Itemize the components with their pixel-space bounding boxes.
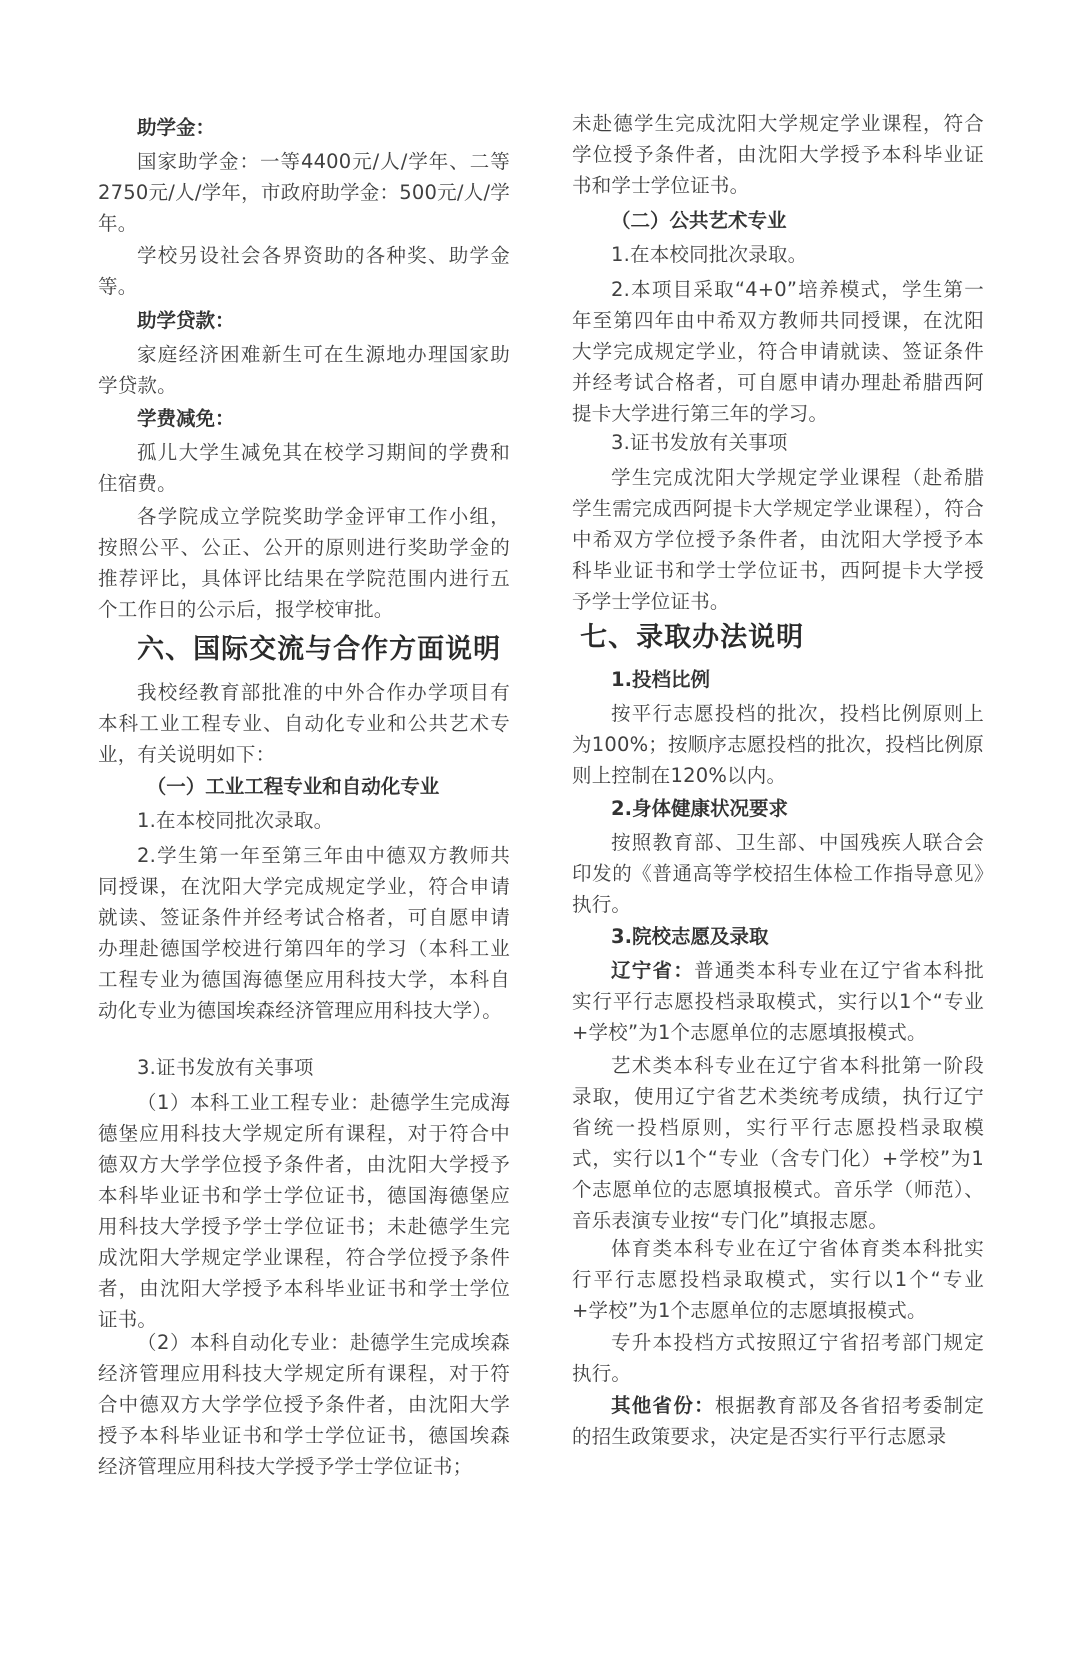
sports-paragraph: 体育类本科专业在辽宁省体育类本科批实行平行志愿投档录取模式，实行以1个“专业+学校”为1个志愿单位的志愿填报模式。 (572, 1237, 984, 1322)
grant-other-paragraph: 学校另设社会各界资助的各种奖、助学金等。 (98, 244, 510, 298)
subsection-1-item-3: 3.证书发放有关事项 (137, 1056, 314, 1079)
art-paragraph: 艺术类本科专业在辽宁省本科批第一阶段录取，使用辽宁省艺术类统考成绩，执行辽宁省统一投档原则，实行平行志愿投档录取模式，实行以1个“专业（含专门化）+学校”为1个志愿单位的志愿填报模式。音乐学（师范）、音乐表演专业按“专门化”填报志愿。 (572, 1054, 984, 1232)
admission-ratio-paragraph: 按平行志愿投档的批次，投档比例原则上为100%；按顺序志愿投档的批次，投档比例原则上控制在120%以内。 (572, 702, 984, 787)
admission-ratio-title: 1.投档比例 (611, 668, 710, 691)
volunteer-admission-title: 3.院校志愿及录取 (611, 925, 769, 948)
grant-heading: 助学金： (137, 116, 216, 139)
section-6-title: 六、国际交流与合作方面说明 (137, 634, 502, 665)
upgrade-paragraph: 专升本投档方式按照辽宁省招考部门规定执行。 (572, 1331, 984, 1385)
section-7-title: 七、录取办法说明 (580, 622, 805, 653)
health-requirement-title: 2.身体健康状况要求 (611, 797, 788, 820)
subsection-1-cert-1: （1）本科工业工程专业：赴德学生完成海德堡应用科技大学规定所有课程，对于符合中德双方大学学位授予条件者，由沈阳大学授予本科毕业证书和学士学位证书，德国海德堡应用科技大学授予学士学位证书；未赴德学生完成沈阳大学规定学业课程，符合学位授予条件者，由沈阳大学授予本科毕业证书和学士学位证书。 (98, 1091, 510, 1331)
subsection-1-cert-2: （2）本科自动化专业：赴德学生完成埃森经济管理应用科技大学规定所有课程，对于符合中德双方大学学位授予条件者，由沈阳大学授予本科毕业证书和学士学位证书，德国埃森经济管理应用科技大学授予学士学位证书； (98, 1331, 510, 1478)
loan-paragraph: 家庭经济困难新生可在生源地办理国家助学贷款。 (98, 343, 510, 397)
grant-paragraph: 国家助学金：一等4400元/人/学年、二等2750元/人/学年，市政府助学金：500元/人/学年。 (98, 150, 510, 235)
subsection-2-item-2: 2.本项目采取“4+0”培养模式，学生第一年至第四年由中希双方教师共同授课，在沈阳大学完成规定学业，符合申请就读、签证条件并经考试合格者，可自愿申请办理赴希腊西阿提卡大学进行第三年的学习。 (572, 278, 984, 425)
subsection-2-item-3: 3.证书发放有关事项 (611, 431, 788, 454)
subsection-2-title: （二）公共艺术专业 (611, 209, 787, 232)
fee-heading: 学费减免： (137, 407, 235, 430)
loan-heading: 助学贷款： (137, 309, 235, 332)
fee-paragraph: 孤儿大学生减免其在校学习期间的学费和住宿费。 (98, 441, 510, 495)
liaoning-label: 辽宁省： (611, 959, 695, 982)
health-requirement-paragraph: 按照教育部、卫生部、中国残疾人联合会印发的《普通高等学校招生体检工作指导意见》执行。 (572, 831, 984, 916)
subsection-1-title: （一）工业工程专业和自动化专业 (146, 775, 440, 798)
other-provinces-label: 其他省份： (611, 1394, 715, 1417)
subsection-1-item-1: 1.在本校同批次录取。 (137, 809, 334, 832)
subsection-2-item-1: 1.在本校同批次录取。 (611, 243, 808, 266)
liaoning-text: 普通类本科专业在辽宁省本科批实行平行志愿投档录取模式，实行以1个“专业+学校”为1个志愿单位的志愿填报模式。 (572, 959, 984, 1044)
continued-paragraph: 未赴德学生完成沈阳大学规定学业课程，符合学位授予条件者，由沈阳大学授予本科毕业证书和学士学位证书。 (572, 112, 984, 197)
review-paragraph: 各学院成立学院奖助学金评审工作小组，按照公平、公正、公开的原则进行奖助学金的推荐评比，具体评比结果在学院范围内进行五个工作日的公示后，报学校审批。 (98, 505, 510, 621)
other-provinces-text: 根据教育部及各省招考委制定的招生政策要求，决定是否实行平行志愿录 (572, 1394, 984, 1448)
subsection-2-cert: 学生完成沈阳大学规定学业课程（赴希腊学生需完成西阿提卡大学规定学业课程），符合中希双方学位授予条件者，由沈阳大学授予本科毕业证书和学士学位证书，西阿提卡大学授予学士学位证书。 (572, 466, 984, 613)
liaoning-paragraph (572, 955, 984, 1048)
subsection-1-item-2: 2.学生第一年至第三年由中德双方教师共同授课，在沈阳大学完成规定学业，符合申请就读、签证条件并经考试合格者，可自愿申请办理赴德国学校进行第四年的学习（本科工业工程专业为德国海德堡应用科技大学，本科自动化专业为德国埃森经济管理应用科技大学）。 (98, 844, 510, 1022)
other-provinces-paragraph (572, 1390, 984, 1452)
section-6-intro: 我校经教育部批准的中外合作办学项目有本科工业工程专业、自动化专业和公共艺术专业，有关说明如下： (98, 681, 510, 766)
